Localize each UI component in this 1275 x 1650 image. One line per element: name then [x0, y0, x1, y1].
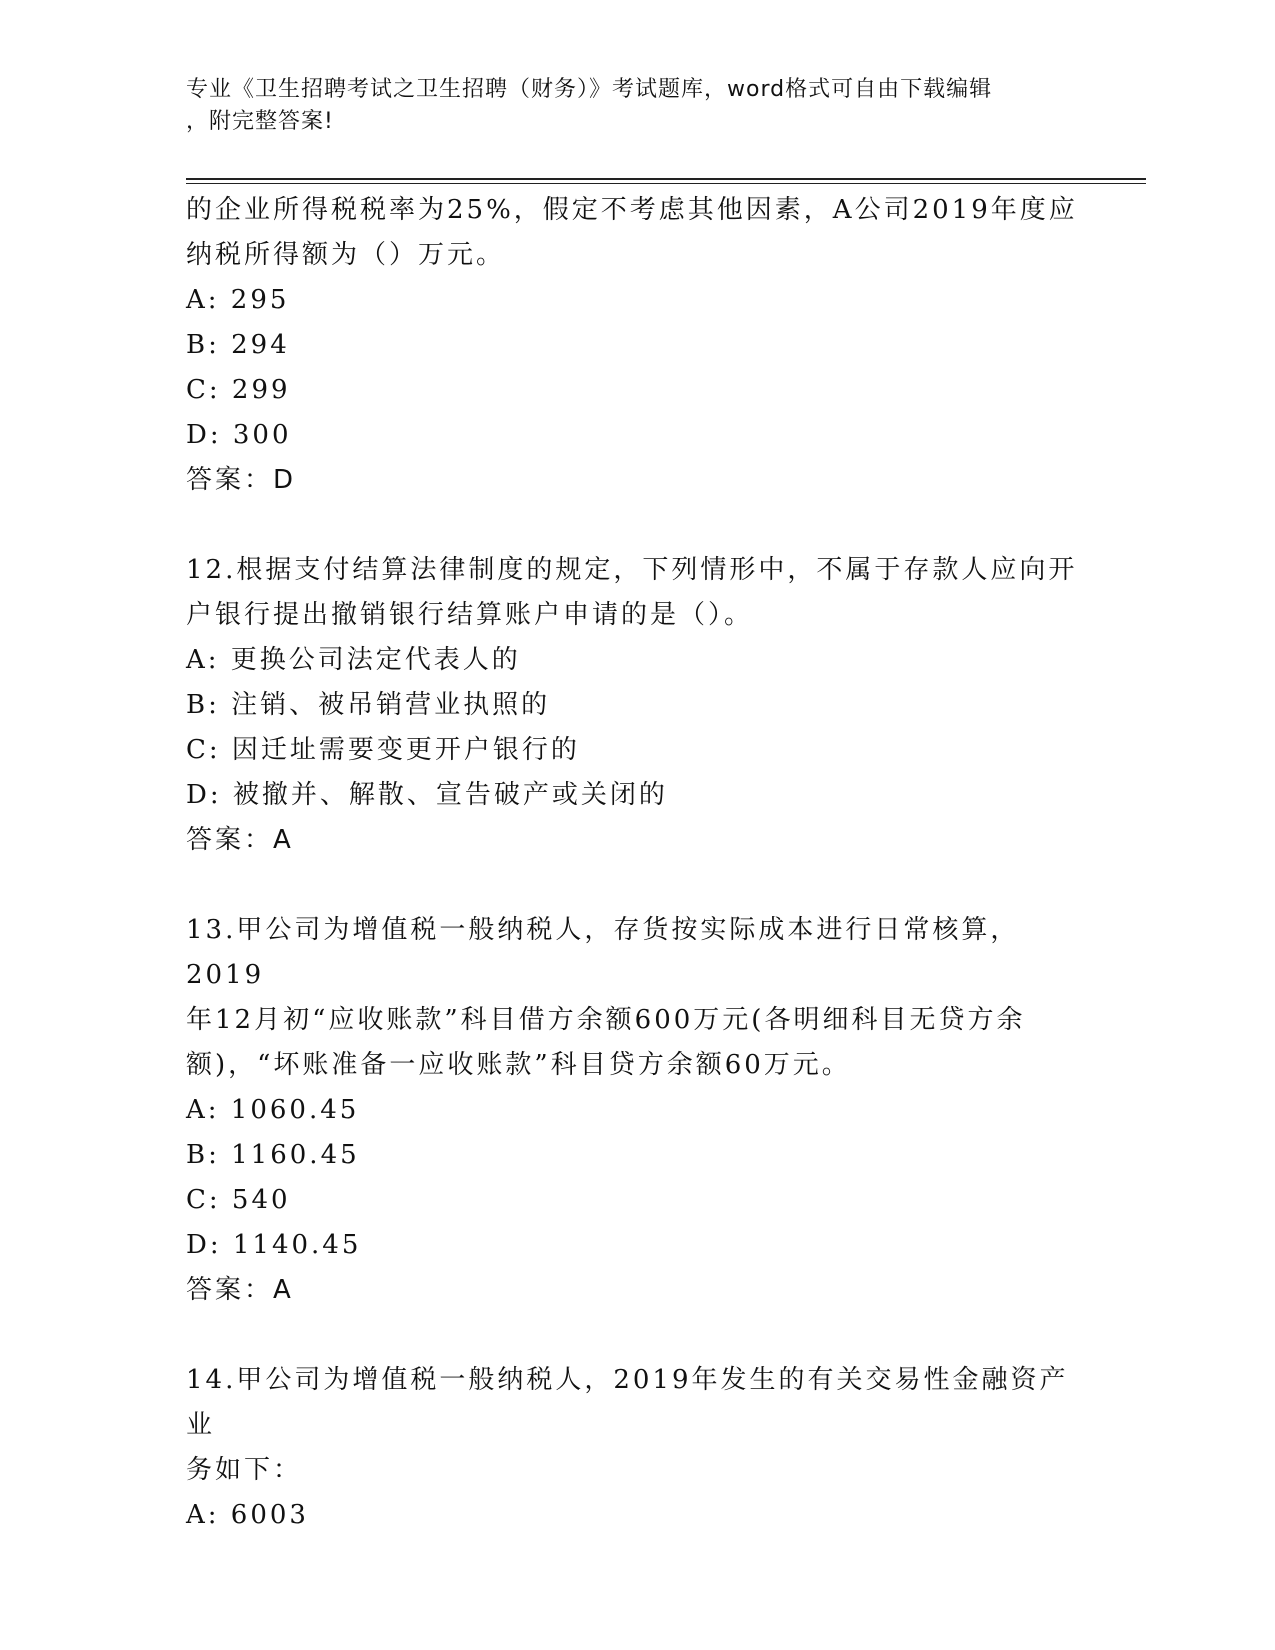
header-line-2: ，附完整答案!: [186, 109, 334, 134]
question-13: [186, 908, 1086, 1313]
question-stem-line: 务如下：: [186, 1455, 303, 1485]
option-a: A: 更换公司法定代表人的: [186, 645, 521, 675]
option-c: C: 540: [186, 1185, 291, 1215]
question-list: [186, 188, 1086, 1538]
question-14: [186, 1358, 1086, 1538]
option-d: D: 300: [186, 420, 292, 450]
option-b: B: 注销、被吊销营业执照的: [186, 690, 551, 720]
header-line-1: 专业《卫生招聘考试之卫生招聘（财务）》考试题库，word格式可自由下载编辑: [186, 77, 993, 102]
option-c: C: 因迁址需要变更开户银行的: [186, 735, 580, 765]
spacer: [186, 503, 1086, 548]
option-d: D: 被撤并、解散、宣告破产或关闭的: [186, 780, 668, 810]
header-divider-thin: [186, 183, 1146, 184]
option-b: B: 294: [186, 330, 290, 360]
question-stem-line: 12.根据支付结算法律制度的规定，下列情形中，不属于存款人应向开: [186, 555, 1078, 585]
option-d: D: 1140.45: [186, 1230, 362, 1260]
header-divider-thick: [186, 178, 1146, 180]
question-stem-line: 额)，“坏账准备一应收账款”科目贷方余额60万元。: [186, 1050, 851, 1080]
answer-label: 答案：A: [186, 825, 294, 855]
option-a: A: 295: [186, 285, 290, 315]
answer-label: 答案：D: [186, 465, 297, 495]
option-a: A: 6003: [186, 1500, 309, 1530]
option-a: A: 1060.45: [186, 1095, 360, 1125]
spacer: [186, 1313, 1086, 1358]
question-stem-line: 纳税所得额为（）万元。: [186, 240, 506, 270]
option-c: C: 299: [186, 375, 291, 405]
question-stem-line: 14.甲公司为增值税一般纳税人，2019年发生的有关交易性金融资产业: [186, 1365, 1069, 1440]
question-stem-line: 年12月初“应收账款”科目借方余额600万元(各明细科目无贷方余: [186, 1005, 1026, 1035]
question-stem-line: 户银行提出撤销银行结算账户申请的是（）。: [186, 600, 754, 630]
answer-label: 答案：A: [186, 1275, 294, 1305]
spacer: [186, 863, 1086, 908]
option-b: B: 1160.45: [186, 1140, 360, 1170]
document-header: [186, 74, 1066, 138]
question-stem-line: 的企业所得税税率为25%，假定不考虑其他因素，A公司2019年度应: [186, 195, 1078, 225]
question-11: [186, 188, 1086, 503]
question-stem-line: 13.甲公司为增值税一般纳税人，存货按实际成本进行日常核算，2019: [186, 915, 1020, 990]
question-12: [186, 548, 1086, 863]
